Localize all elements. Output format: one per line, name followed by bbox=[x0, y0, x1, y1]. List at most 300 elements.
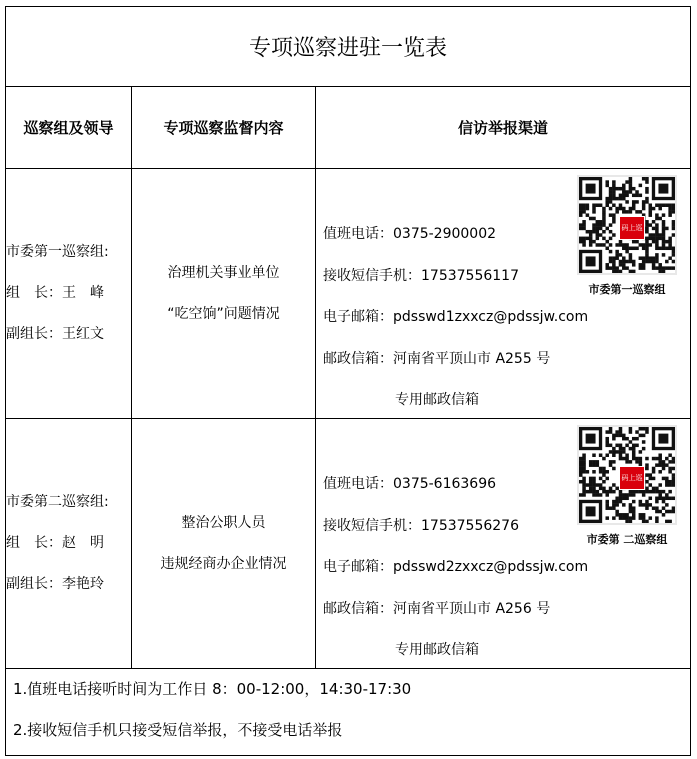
qr-module bbox=[655, 497, 659, 501]
qr-module bbox=[642, 247, 646, 251]
qr-module bbox=[586, 230, 590, 234]
qr-module bbox=[658, 493, 662, 497]
qr-module bbox=[605, 500, 609, 504]
qr-module bbox=[615, 450, 619, 454]
qr-module bbox=[649, 210, 653, 214]
qr-module bbox=[642, 177, 646, 181]
postal-box: 邮政信箱：河南省平顶山市 A256 号 bbox=[323, 600, 551, 617]
qr-module bbox=[662, 500, 666, 504]
qr-module bbox=[655, 266, 659, 270]
qr-module bbox=[629, 503, 633, 507]
qr-module bbox=[619, 444, 623, 448]
qr-module bbox=[609, 223, 613, 227]
qr-module bbox=[632, 194, 636, 198]
patrol-table-page bbox=[5, 6, 690, 739]
qr-module bbox=[612, 217, 616, 221]
qr-module bbox=[665, 266, 669, 270]
qr-module bbox=[649, 516, 653, 520]
qr-module bbox=[619, 447, 623, 451]
qr-module bbox=[586, 203, 590, 207]
qr-module bbox=[589, 240, 593, 244]
qr-module bbox=[665, 260, 669, 264]
qr-module bbox=[596, 230, 600, 234]
qr-module bbox=[672, 250, 675, 254]
qr-module bbox=[668, 210, 672, 214]
qr-module bbox=[582, 457, 586, 461]
qr-module bbox=[609, 487, 613, 491]
qr-module bbox=[662, 233, 666, 237]
qr-module bbox=[662, 243, 666, 247]
qr-module bbox=[662, 266, 666, 270]
qr-module bbox=[645, 490, 649, 494]
qr-module bbox=[672, 203, 675, 207]
qr-module bbox=[632, 247, 636, 251]
qr-module bbox=[658, 207, 662, 211]
qr-module bbox=[592, 453, 596, 457]
qr-module bbox=[596, 227, 600, 231]
group-leader-cell bbox=[6, 169, 132, 419]
qr-module bbox=[639, 516, 643, 520]
qr-module bbox=[629, 440, 633, 444]
qr-module bbox=[589, 233, 593, 237]
qr-module bbox=[668, 266, 672, 270]
qr-module bbox=[645, 467, 649, 471]
qr-module bbox=[649, 473, 653, 477]
qr-module bbox=[619, 434, 623, 438]
qr-module bbox=[668, 213, 672, 217]
qr-module bbox=[612, 483, 616, 487]
qr-module bbox=[599, 483, 603, 487]
qr-module bbox=[605, 444, 609, 448]
qr-module bbox=[658, 463, 662, 467]
qr-module bbox=[662, 247, 666, 251]
qr-module bbox=[645, 480, 649, 484]
qr-module bbox=[665, 463, 669, 467]
qr-module bbox=[605, 263, 609, 267]
qr-module bbox=[619, 457, 623, 461]
qr-module bbox=[639, 263, 643, 267]
qr-module bbox=[629, 520, 633, 523]
sms-phone: 接收短信手机：17537556117 bbox=[323, 267, 519, 284]
qr-module bbox=[665, 240, 669, 244]
qr-module bbox=[605, 240, 609, 244]
qr-module bbox=[622, 266, 626, 270]
table-row bbox=[6, 169, 691, 419]
qr-module bbox=[629, 177, 633, 181]
qr-module bbox=[668, 520, 672, 523]
qr-module bbox=[605, 506, 609, 510]
qr-module bbox=[582, 487, 586, 491]
qr-module bbox=[625, 513, 629, 517]
qr-module bbox=[662, 213, 666, 217]
qr-module bbox=[596, 493, 600, 497]
qr-module bbox=[645, 230, 649, 234]
qr-module bbox=[579, 227, 583, 231]
qr-module bbox=[655, 457, 659, 461]
qr-module bbox=[609, 266, 613, 270]
group-leader-cell bbox=[6, 419, 132, 669]
qr-module bbox=[609, 230, 613, 234]
qr-module bbox=[619, 187, 623, 191]
sms-phone: 接收短信手机：17537556276 bbox=[323, 517, 519, 534]
qr-module bbox=[586, 184, 596, 194]
qr-module bbox=[612, 194, 616, 198]
qr-module bbox=[592, 210, 596, 214]
qr-module bbox=[629, 256, 633, 260]
email-address[interactable]: 电子邮箱：pdsswd2zxxcz@pdssjw.com bbox=[323, 559, 589, 575]
qr-module bbox=[582, 227, 586, 231]
qr-module bbox=[672, 266, 675, 270]
qr-module bbox=[635, 457, 639, 461]
qr-module bbox=[658, 497, 662, 501]
content-line: “吃空饷”问题情况 bbox=[167, 305, 280, 322]
qr-module bbox=[639, 194, 643, 198]
qr-module bbox=[602, 223, 606, 227]
qr-module bbox=[612, 220, 616, 224]
qr-module bbox=[635, 437, 639, 441]
qr-module bbox=[629, 447, 633, 451]
qr-caption: 市委第 二巡察组 bbox=[586, 533, 668, 546]
qr-module bbox=[596, 223, 600, 227]
qr-module bbox=[605, 440, 609, 444]
qr-module bbox=[672, 207, 675, 211]
qr-module bbox=[672, 497, 675, 501]
note-line: 2.接收短信手机只接受短信举报，不接受电话举报 bbox=[13, 721, 343, 739]
qr-module bbox=[658, 263, 662, 267]
qr-module bbox=[609, 260, 613, 264]
qr-module bbox=[662, 220, 666, 224]
qr-module bbox=[625, 516, 629, 520]
content-line: 整治公职人员 bbox=[181, 514, 266, 531]
qr-module bbox=[655, 237, 659, 241]
qr-module bbox=[602, 480, 606, 484]
qr-module bbox=[635, 210, 639, 214]
qr-module bbox=[645, 250, 649, 254]
qr-module bbox=[645, 256, 649, 260]
postal-note: 专用邮政信箱 bbox=[395, 642, 479, 658]
qr-module bbox=[629, 184, 633, 188]
qr-module bbox=[652, 470, 656, 474]
qr-module bbox=[586, 483, 590, 487]
qr-module bbox=[605, 516, 609, 520]
group-leader: 组 长：王 峰 bbox=[6, 285, 104, 301]
qr-module bbox=[649, 207, 653, 211]
qr-module bbox=[639, 243, 643, 247]
qr-module bbox=[668, 247, 672, 251]
qr-module bbox=[579, 480, 583, 484]
qr-block bbox=[571, 425, 683, 547]
qr-module bbox=[629, 506, 633, 510]
qr-module bbox=[612, 467, 616, 471]
qr-module bbox=[672, 460, 675, 464]
supervision-content-cell bbox=[132, 419, 316, 669]
qr-module bbox=[619, 513, 623, 517]
qr-module bbox=[589, 490, 593, 494]
qr-module bbox=[642, 243, 646, 247]
qr-module bbox=[658, 184, 668, 194]
channels-cell bbox=[316, 419, 691, 669]
qr-module bbox=[668, 207, 672, 211]
qr-module bbox=[652, 237, 656, 241]
qr-module bbox=[629, 207, 633, 211]
qr-module bbox=[632, 450, 636, 454]
qr-module bbox=[615, 513, 619, 517]
qr-module bbox=[632, 453, 636, 457]
qr-module bbox=[622, 437, 626, 441]
qr-module bbox=[625, 437, 629, 441]
qr-module bbox=[615, 500, 619, 504]
qr-module bbox=[668, 497, 672, 501]
qr-module bbox=[658, 237, 662, 241]
qr-module bbox=[609, 190, 613, 194]
qr-module bbox=[662, 506, 666, 510]
qr-module bbox=[582, 223, 586, 227]
qr-module bbox=[652, 477, 656, 481]
qr-module bbox=[642, 427, 646, 431]
qr-module bbox=[655, 253, 659, 257]
qr-module bbox=[632, 500, 636, 504]
qr-module bbox=[645, 197, 649, 201]
qr-module bbox=[645, 187, 649, 191]
qr-module bbox=[658, 483, 662, 487]
qr-module bbox=[596, 203, 600, 207]
qr-module bbox=[639, 457, 643, 461]
qr-module bbox=[662, 477, 666, 481]
qr-module bbox=[609, 207, 613, 211]
qr-module bbox=[605, 203, 609, 207]
qr-module bbox=[625, 210, 629, 214]
qr-module bbox=[662, 463, 666, 467]
qr-module bbox=[589, 217, 593, 221]
qr-module bbox=[596, 463, 600, 467]
qr-module bbox=[622, 247, 626, 251]
qr-module bbox=[609, 460, 613, 464]
qr-module bbox=[645, 200, 649, 204]
qr-module bbox=[629, 260, 633, 264]
qr-module bbox=[612, 500, 616, 504]
duty-phone: 值班电话：0375-2900002 bbox=[323, 226, 497, 242]
qr-module bbox=[658, 457, 662, 461]
qr-module bbox=[642, 516, 646, 520]
qr-module bbox=[622, 263, 626, 267]
qr-module bbox=[622, 190, 626, 194]
qr-module bbox=[599, 223, 603, 227]
qr-module bbox=[668, 453, 672, 457]
qr-module bbox=[599, 477, 603, 481]
qr-module bbox=[622, 516, 626, 520]
qr-module bbox=[579, 473, 583, 477]
qr-module bbox=[609, 450, 613, 454]
qr-module bbox=[582, 490, 586, 494]
qr-module bbox=[579, 203, 583, 207]
qr-module bbox=[615, 197, 619, 201]
qr-module bbox=[645, 177, 649, 181]
qr-module bbox=[592, 477, 596, 481]
qr-module bbox=[582, 493, 586, 497]
qr-module bbox=[645, 506, 649, 510]
qr-module bbox=[642, 203, 646, 207]
header-content: 专项巡察监督内容 bbox=[132, 87, 316, 169]
qr-module bbox=[615, 444, 619, 448]
qr-module bbox=[625, 520, 629, 523]
qr-module bbox=[635, 190, 639, 194]
qr-module bbox=[655, 487, 659, 491]
qr-module bbox=[652, 490, 656, 494]
qr-module bbox=[582, 237, 586, 241]
qr-module bbox=[612, 260, 616, 264]
qr-module bbox=[592, 460, 596, 464]
qr-module bbox=[639, 450, 643, 454]
qr-module bbox=[599, 227, 603, 231]
qr-module bbox=[645, 473, 649, 477]
qr-module bbox=[672, 467, 675, 471]
qr-module bbox=[639, 500, 643, 504]
qr-module bbox=[609, 237, 613, 241]
qr-module bbox=[665, 203, 669, 207]
qr-module bbox=[652, 467, 656, 471]
qr-module bbox=[579, 223, 583, 227]
qr-module bbox=[635, 200, 639, 204]
qr-module bbox=[668, 467, 672, 471]
qr-module bbox=[592, 493, 596, 497]
qr-module bbox=[639, 256, 643, 260]
qr-module bbox=[605, 490, 609, 494]
qr-module bbox=[645, 487, 649, 491]
qr-module bbox=[649, 213, 653, 217]
qr-module bbox=[639, 184, 643, 188]
qr-module bbox=[649, 490, 653, 494]
qr-module bbox=[645, 180, 649, 184]
qr-module bbox=[632, 457, 636, 461]
qr-module bbox=[655, 500, 659, 504]
qr-module bbox=[645, 227, 649, 231]
qr-module bbox=[612, 266, 616, 270]
qr-module bbox=[672, 506, 675, 510]
qr-module bbox=[579, 460, 583, 464]
qr-module bbox=[609, 213, 613, 217]
qr-module bbox=[615, 497, 619, 501]
qr-module bbox=[605, 266, 609, 270]
qr-module bbox=[625, 460, 629, 464]
qr-module bbox=[645, 220, 649, 224]
qr-module bbox=[642, 513, 646, 517]
qr-module bbox=[602, 473, 606, 477]
qr-module bbox=[609, 256, 613, 260]
qr-module bbox=[602, 217, 606, 221]
qr-module bbox=[625, 493, 629, 497]
qr-module bbox=[619, 243, 623, 247]
qr-module bbox=[582, 243, 586, 247]
qr-module bbox=[589, 463, 593, 467]
qr-module bbox=[649, 237, 653, 241]
qr-code-icon bbox=[577, 425, 677, 525]
note-line: 1.值班电话接听时间为工作日 8：00-12:00，14:30-17:30 bbox=[13, 680, 412, 698]
qr-module bbox=[635, 460, 639, 464]
qr-module bbox=[612, 180, 616, 184]
qr-module bbox=[582, 460, 586, 464]
qr-module bbox=[655, 510, 659, 514]
qr-module bbox=[645, 223, 649, 227]
qr-module bbox=[629, 210, 633, 214]
qr-module bbox=[658, 270, 662, 273]
qr-module bbox=[632, 203, 636, 207]
qr-module bbox=[592, 230, 596, 234]
qr-module bbox=[582, 240, 586, 244]
qr-module bbox=[642, 520, 646, 523]
qr-module bbox=[619, 497, 623, 501]
qr-module bbox=[632, 513, 636, 517]
qr-module bbox=[609, 430, 613, 434]
qr-module bbox=[615, 253, 619, 257]
qr-module bbox=[632, 187, 636, 191]
qr-module bbox=[609, 506, 613, 510]
qr-module bbox=[596, 220, 600, 224]
group-name: 市委第二巡察组: bbox=[6, 494, 109, 510]
qr-module bbox=[632, 240, 636, 244]
qr-module bbox=[625, 247, 629, 251]
qr-module bbox=[652, 233, 656, 237]
qr-module bbox=[605, 470, 609, 474]
qr-module bbox=[655, 256, 659, 260]
qr-module bbox=[632, 490, 636, 494]
qr-module bbox=[658, 490, 662, 494]
qr-module bbox=[596, 460, 600, 464]
qr-module bbox=[655, 247, 659, 251]
qr-module bbox=[632, 260, 636, 264]
qr-module bbox=[668, 240, 672, 244]
qr-module bbox=[605, 453, 609, 457]
qr-module bbox=[625, 180, 629, 184]
qr-module bbox=[629, 490, 633, 494]
qr-module bbox=[642, 266, 646, 270]
qr-module bbox=[622, 184, 626, 188]
qr-module bbox=[622, 434, 626, 438]
qr-module bbox=[619, 203, 623, 207]
qr-module bbox=[649, 203, 653, 207]
qr-module bbox=[658, 247, 662, 251]
qr-module bbox=[665, 497, 669, 501]
qr-module bbox=[655, 223, 659, 227]
qr-module bbox=[586, 490, 590, 494]
qr-module bbox=[586, 434, 596, 444]
qr-module bbox=[579, 210, 583, 214]
qr-module bbox=[605, 477, 609, 481]
qr-module bbox=[599, 470, 603, 474]
qr-module bbox=[609, 197, 613, 201]
qr-module bbox=[629, 430, 633, 434]
qr-module bbox=[615, 510, 619, 514]
duty-phone: 值班电话：0375-6163696 bbox=[323, 476, 497, 492]
qr-module bbox=[655, 217, 659, 221]
qr-module bbox=[605, 180, 609, 184]
qr-module bbox=[605, 227, 609, 231]
qr-module bbox=[635, 490, 639, 494]
qr-module bbox=[602, 210, 606, 214]
qr-module bbox=[665, 483, 669, 487]
qr-module bbox=[619, 430, 623, 434]
qr-module bbox=[632, 270, 636, 273]
qr-module bbox=[625, 194, 629, 198]
qr-module bbox=[668, 237, 672, 241]
email-address[interactable]: 电子邮箱：pdsswd1zxxcz@pdssjw.com bbox=[323, 309, 589, 325]
qr-module bbox=[602, 230, 606, 234]
qr-module bbox=[642, 207, 646, 211]
qr-module bbox=[632, 506, 636, 510]
qr-module bbox=[592, 487, 596, 491]
qr-caption: 市委第一巡察组 bbox=[588, 283, 666, 296]
group-name: 市委第一巡察组: bbox=[6, 244, 109, 260]
qr-module bbox=[645, 260, 649, 264]
